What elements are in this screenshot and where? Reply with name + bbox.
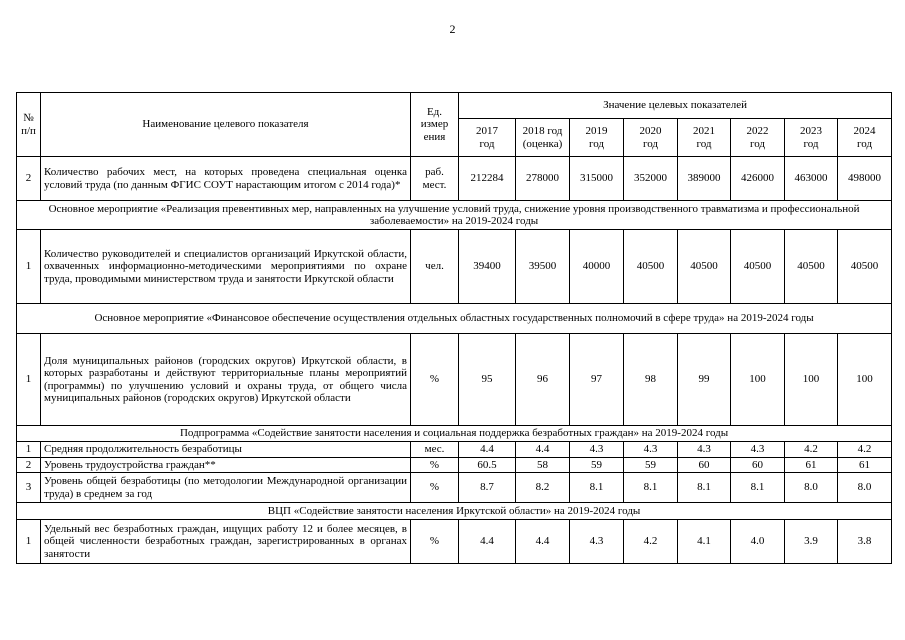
indicator-name: Количество руководителей и специалистов организаций Иркутской области, охваченных информационно-методическими мероприятиями по охране труда, проводимыми министерством труда и занятости Иркутской области: [41, 230, 411, 304]
value-cell: 498000: [838, 157, 892, 201]
table-row: [17, 520, 892, 564]
value-cell: 4.0: [731, 520, 785, 564]
value-cell: 463000: [785, 157, 838, 201]
value-cell: 4.4: [459, 520, 516, 564]
unit-cell: %: [411, 334, 459, 426]
value-cell: 8.1: [570, 473, 624, 503]
value-cell: 426000: [731, 157, 785, 201]
value-cell: 39400: [459, 230, 516, 304]
value-cell: 4.3: [570, 520, 624, 564]
header-year-sub: год: [588, 137, 605, 150]
header-row: [17, 93, 892, 119]
unit-cell: мес.: [411, 442, 459, 458]
indicator-name: Уровень трудоустройства граждан**: [41, 457, 411, 473]
table-row: [17, 457, 892, 473]
section-row: [17, 503, 892, 520]
value-cell: 100: [731, 334, 785, 426]
section-row: [17, 304, 892, 334]
section-title: Подпрограмма «Содействие занятости населения и социальная поддержка безработных граждан» на 2019-2024 годы: [17, 426, 892, 442]
value-cell: 39500: [516, 230, 570, 304]
value-cell: 4.4: [459, 442, 516, 458]
value-cell: 8.7: [459, 473, 516, 503]
row-number: 3: [17, 473, 41, 503]
value-cell: 8.1: [731, 473, 785, 503]
value-cell: 3.8: [838, 520, 892, 564]
table-row: [17, 230, 892, 304]
indicator-name: Доля муниципальных районов (городских округов) Иркутской области, в которых разработаны и действуют территориальные планы мероприятий (программы) по улучшению условий и охраны труда, от общего числа муниципальных районов (городских округов) Иркутской области: [41, 334, 411, 426]
value-cell: 315000: [570, 157, 624, 201]
value-cell: 59: [570, 457, 624, 473]
value-cell: 40500: [838, 230, 892, 304]
value-cell: 4.1: [678, 520, 731, 564]
table-row: [17, 473, 892, 503]
value-cell: 4.4: [516, 442, 570, 458]
value-cell: 212284: [459, 157, 516, 201]
value-cell: 61: [785, 457, 838, 473]
header-year-6: [785, 119, 838, 157]
value-cell: 389000: [678, 157, 731, 201]
value-cell: 4.3: [731, 442, 785, 458]
header-year-label: 2021: [693, 125, 715, 137]
value-cell: 60: [731, 457, 785, 473]
table-row: [17, 157, 892, 201]
header-values-group: Значение целевых показателей: [459, 93, 892, 119]
row-number: 2: [17, 457, 41, 473]
unit-cell: %: [411, 520, 459, 564]
value-cell: 352000: [624, 157, 678, 201]
value-cell: 61: [838, 457, 892, 473]
header-year-label: 2018 год: [522, 125, 563, 137]
value-cell: 100: [785, 334, 838, 426]
value-cell: 95: [459, 334, 516, 426]
table-row: [17, 442, 892, 458]
table-row: [17, 334, 892, 426]
header-year-label: 2017: [476, 125, 498, 137]
section-row: [17, 426, 892, 442]
unit-cell: %: [411, 473, 459, 503]
row-number: 1: [17, 334, 41, 426]
header-year-3: [624, 119, 678, 157]
value-cell: 278000: [516, 157, 570, 201]
value-cell: 4.2: [624, 520, 678, 564]
row-number: 1: [17, 442, 41, 458]
value-cell: 8.1: [678, 473, 731, 503]
value-cell: 8.2: [516, 473, 570, 503]
value-cell: 40500: [731, 230, 785, 304]
value-cell: 60: [678, 457, 731, 473]
header-year-7: [838, 119, 892, 157]
value-cell: 40500: [678, 230, 731, 304]
value-cell: 60.5: [459, 457, 516, 473]
value-cell: 40500: [624, 230, 678, 304]
value-cell: 4.4: [516, 520, 570, 564]
header-year-label: 2022: [746, 125, 769, 137]
value-cell: 4.2: [785, 442, 838, 458]
header-year-label: 2024: [853, 125, 876, 137]
header-year-sub: год: [857, 137, 873, 150]
header-year-sub: год: [803, 137, 819, 150]
indicator-name: Средняя продолжительность безработицы: [41, 442, 411, 458]
unit-cell: %: [411, 457, 459, 473]
value-cell: 4.3: [678, 442, 731, 458]
value-cell: 3.9: [785, 520, 838, 564]
header-year-0: [459, 119, 516, 157]
header-year-label: 2020: [639, 125, 662, 137]
indicator-name: Удельный вес безработных граждан, ищущих работу 12 и более месяцев, в общей численности безработных граждан, зарегистрированных в органах занятости: [41, 520, 411, 564]
section-title: Основное мероприятие «Реализация превентивных мер, направленных на улучшение условий труда, снижение уровня производственного травматизма и профессиональной заболеваемости» на 2019-2024 годы: [17, 201, 892, 230]
header-year-sub: (оценка): [522, 137, 563, 150]
header-year-4: [678, 119, 731, 157]
value-cell: 96: [516, 334, 570, 426]
header-year-5: [731, 119, 785, 157]
header-year-label: 2019: [585, 125, 608, 137]
page-number: 2: [449, 22, 456, 36]
unit-cell: чел.: [411, 230, 459, 304]
indicator-name: Количество рабочих мест, на которых проведена специальная оценка условий труда (по данным ФГИС СОУТ нарастающим итогом с 2014 года)*: [41, 157, 411, 201]
value-cell: 40000: [570, 230, 624, 304]
value-cell: 97: [570, 334, 624, 426]
value-cell: 58: [516, 457, 570, 473]
row-number: 1: [17, 230, 41, 304]
header-year-sub: год: [749, 137, 766, 150]
header-year-2: [570, 119, 624, 157]
value-cell: 98: [624, 334, 678, 426]
section-title: Основное мероприятие «Финансовое обеспечение осуществления отдельных областных государственных полномочий в сфере труда» на 2019-2024 годы: [17, 304, 892, 334]
unit-cell: раб. мест.: [411, 157, 459, 201]
header-year-label: 2023: [800, 125, 822, 137]
indicator-name: Уровень общей безработицы (по методологии Международной организации труда) в среднем за год: [41, 473, 411, 503]
target-indicators-table: [16, 92, 892, 564]
header-name: Наименование целевого показателя: [41, 93, 411, 157]
value-cell: 8.1: [624, 473, 678, 503]
section-row: [17, 201, 892, 230]
value-cell: 40500: [785, 230, 838, 304]
value-cell: 4.2: [838, 442, 892, 458]
header-year-sub: год: [479, 137, 495, 150]
header-year-sub: год: [642, 137, 659, 150]
value-cell: 4.3: [624, 442, 678, 458]
row-number: 2: [17, 157, 41, 201]
header-year-1: [516, 119, 570, 157]
value-cell: 8.0: [785, 473, 838, 503]
header-year-sub: год: [696, 137, 712, 150]
header-num: № п/п: [17, 93, 41, 157]
value-cell: 4.3: [570, 442, 624, 458]
row-number: 1: [17, 520, 41, 564]
value-cell: 99: [678, 334, 731, 426]
section-title: ВЦП «Содействие занятости населения Иркутской области» на 2019-2024 годы: [17, 503, 892, 520]
value-cell: 100: [838, 334, 892, 426]
header-unit: Ед. измер ения: [411, 93, 459, 157]
value-cell: 8.0: [838, 473, 892, 503]
value-cell: 59: [624, 457, 678, 473]
